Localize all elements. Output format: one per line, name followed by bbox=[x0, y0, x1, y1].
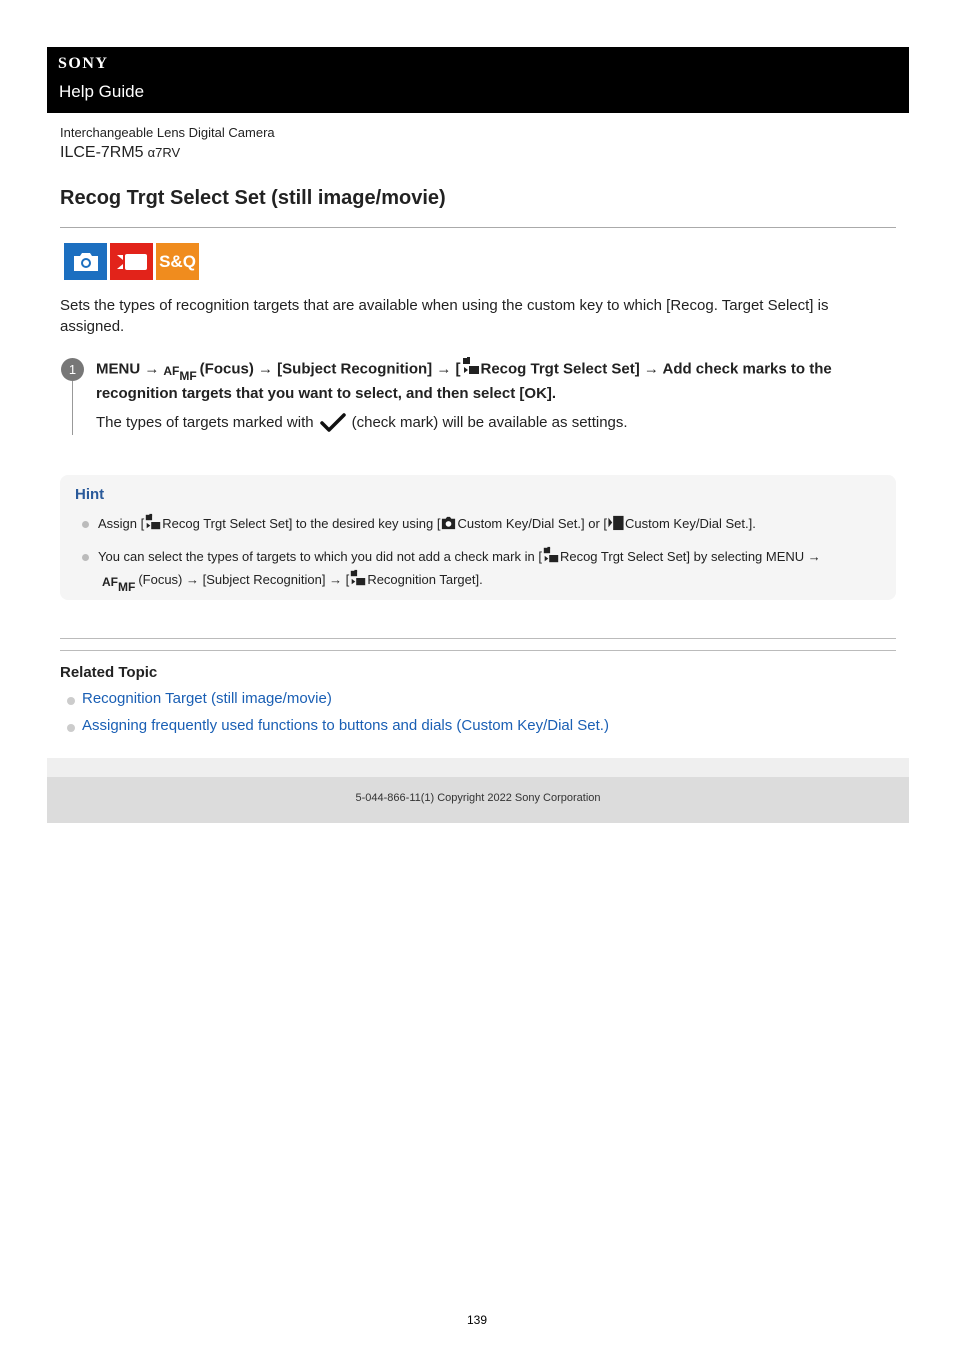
camera-still-icon bbox=[64, 243, 107, 280]
af-mf-icon: AFMF bbox=[163, 364, 197, 384]
help-guide-label: Help Guide bbox=[59, 82, 145, 101]
hint-title: Hint bbox=[75, 486, 105, 503]
camera-still-small-icon bbox=[440, 514, 457, 536]
movie-icon bbox=[110, 243, 153, 280]
step-connector-line bbox=[72, 381, 73, 435]
header-bar bbox=[47, 47, 909, 113]
model-name bbox=[60, 144, 180, 162]
page-title: Recog Trgt Select Set (still image/movie) bbox=[60, 187, 446, 209]
model-number: ILCE-7RM5 bbox=[60, 144, 144, 161]
custom-still-movie-icon bbox=[349, 569, 367, 592]
step-text-part1: (Focus) → [Subject Recognition] → [ bbox=[199, 360, 461, 378]
step-number-badge: 1 bbox=[61, 358, 84, 381]
custom-still-movie-icon bbox=[542, 546, 560, 569]
section-divider bbox=[60, 638, 896, 639]
movie-small-icon bbox=[607, 514, 625, 536]
product-type: Interchangeable Lens Digital Camera bbox=[60, 125, 275, 140]
af-mf-icon: AFMF bbox=[102, 574, 136, 594]
title-divider bbox=[60, 227, 896, 228]
footer-band bbox=[47, 758, 909, 777]
page-number: 139 bbox=[466, 1313, 488, 1327]
related-link-recognition-target[interactable]: Recognition Target (still image/movie) bbox=[82, 690, 332, 707]
footer bbox=[47, 777, 909, 823]
model-alias: α7RV bbox=[147, 145, 181, 160]
section-divider bbox=[60, 650, 896, 651]
copyright-text: 5-044-866-11(1) Copyright 2022 Sony Corporation bbox=[355, 792, 601, 804]
related-topic-title: Related Topic bbox=[60, 664, 158, 681]
custom-still-movie-icon bbox=[461, 356, 481, 383]
related-bullet bbox=[67, 697, 75, 705]
intro-text: Sets the types of recognition targets that are available when using the custom key to which [Recog. Target Select] is assigned. bbox=[60, 297, 829, 335]
hint-item: You can select the types of targets to which you did not add a check mark in [ Recog Trgt Select Set] by selecting MENU → AFMF (Focus) → [Subject Recognition] → [ Recognition Target]. bbox=[98, 546, 878, 592]
hint-box bbox=[60, 475, 896, 600]
sq-icon: S&Q bbox=[156, 243, 199, 280]
related-link-custom-key[interactable]: Assigning frequently used functions to buttons and dials (Custom Key/Dial Set.) bbox=[82, 717, 609, 734]
hint-bullet bbox=[82, 554, 89, 561]
hint-bullet bbox=[82, 521, 89, 528]
check-mark-icon bbox=[320, 413, 346, 433]
shooting-mode-icons bbox=[64, 243, 199, 280]
sony-logo: SONY bbox=[58, 55, 109, 72]
custom-still-movie-icon bbox=[144, 513, 162, 536]
related-bullet bbox=[67, 724, 75, 732]
step-instruction bbox=[96, 356, 896, 405]
step-note: The types of targets marked with (check mark) will be available as settings. bbox=[96, 413, 628, 433]
step-menu-label: MENU → bbox=[96, 360, 160, 378]
step-text-part2: Recog Trgt Select Set] → Add check marks to the recognition targets that you want to select, and then select [OK]. bbox=[96, 360, 832, 402]
hint-item: Assign [ Recog Trgt Select Set] to the desired key using [ Custom Key/Dial Set.] or [ Custom Key/Dial Set.]. bbox=[98, 513, 878, 536]
